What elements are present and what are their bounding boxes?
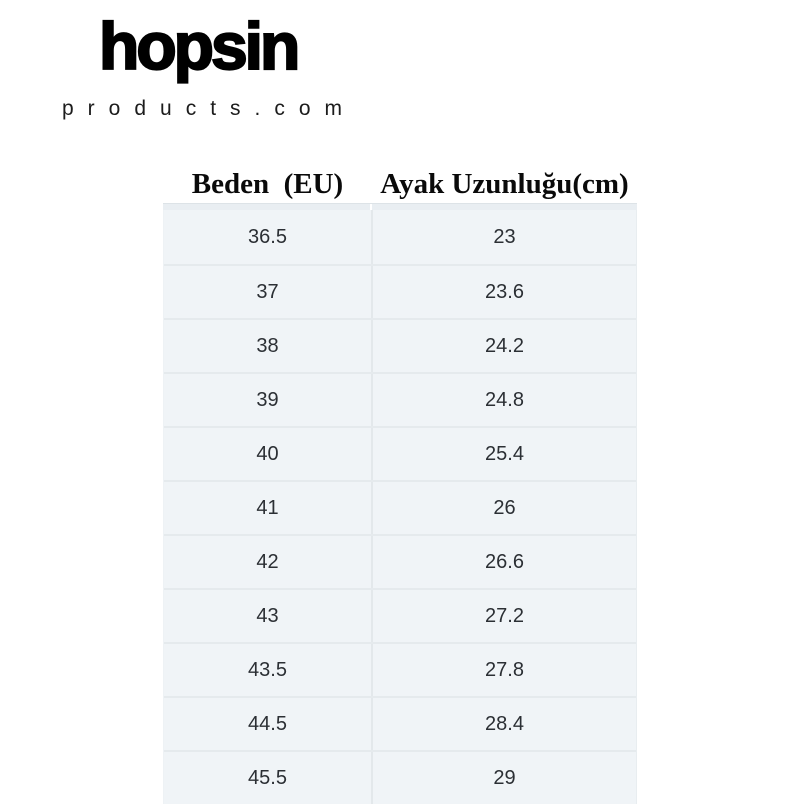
foot-length-cell: 23 — [373, 210, 636, 264]
brand-logo: hopsin — [99, 9, 298, 83]
size-eu-cell: 45.5 — [164, 752, 373, 804]
size-eu-cell: 44.5 — [164, 698, 373, 750]
table-row — [164, 696, 636, 750]
size-chart — [163, 166, 637, 804]
size-eu-cell: 40 — [164, 428, 373, 480]
table-row — [164, 642, 636, 696]
table-row — [164, 588, 636, 642]
foot-length-cell: 27.2 — [373, 590, 636, 642]
table-row — [164, 426, 636, 480]
size-eu-cell: 37 — [164, 266, 373, 318]
foot-length-cell: 24.8 — [373, 374, 636, 426]
table-row — [164, 750, 636, 804]
size-chart-body — [163, 210, 637, 804]
table-row — [164, 534, 636, 588]
table-row — [164, 318, 636, 372]
foot-length-cell: 29 — [373, 752, 636, 804]
foot-length-cell: 25.4 — [373, 428, 636, 480]
foot-length-cell: 23.6 — [373, 266, 636, 318]
foot-length-cell: 26 — [373, 482, 636, 534]
foot-length-cell: 27.8 — [373, 644, 636, 696]
brand-tagline: products.com — [62, 97, 357, 120]
size-eu-cell: 36.5 — [164, 210, 373, 264]
column-header-size-eu: Beden (EU) — [191, 168, 344, 200]
size-eu-cell: 42 — [164, 536, 373, 588]
column-header-foot-length-cm: Ayak Uzunluğu(cm) — [380, 168, 629, 200]
size-eu-cell: 43 — [164, 590, 373, 642]
size-eu-cell: 39 — [164, 374, 373, 426]
table-row — [164, 264, 636, 318]
table-row — [164, 372, 636, 426]
size-eu-cell: 41 — [164, 482, 373, 534]
size-eu-cell: 38 — [164, 320, 373, 372]
foot-length-cell: 28.4 — [373, 698, 636, 750]
table-row — [164, 210, 636, 264]
size-chart-header-row — [163, 166, 637, 203]
table-row — [164, 480, 636, 534]
size-eu-cell: 43.5 — [164, 644, 373, 696]
foot-length-cell: 24.2 — [373, 320, 636, 372]
foot-length-cell: 26.6 — [373, 536, 636, 588]
table-top-strip — [163, 203, 637, 210]
